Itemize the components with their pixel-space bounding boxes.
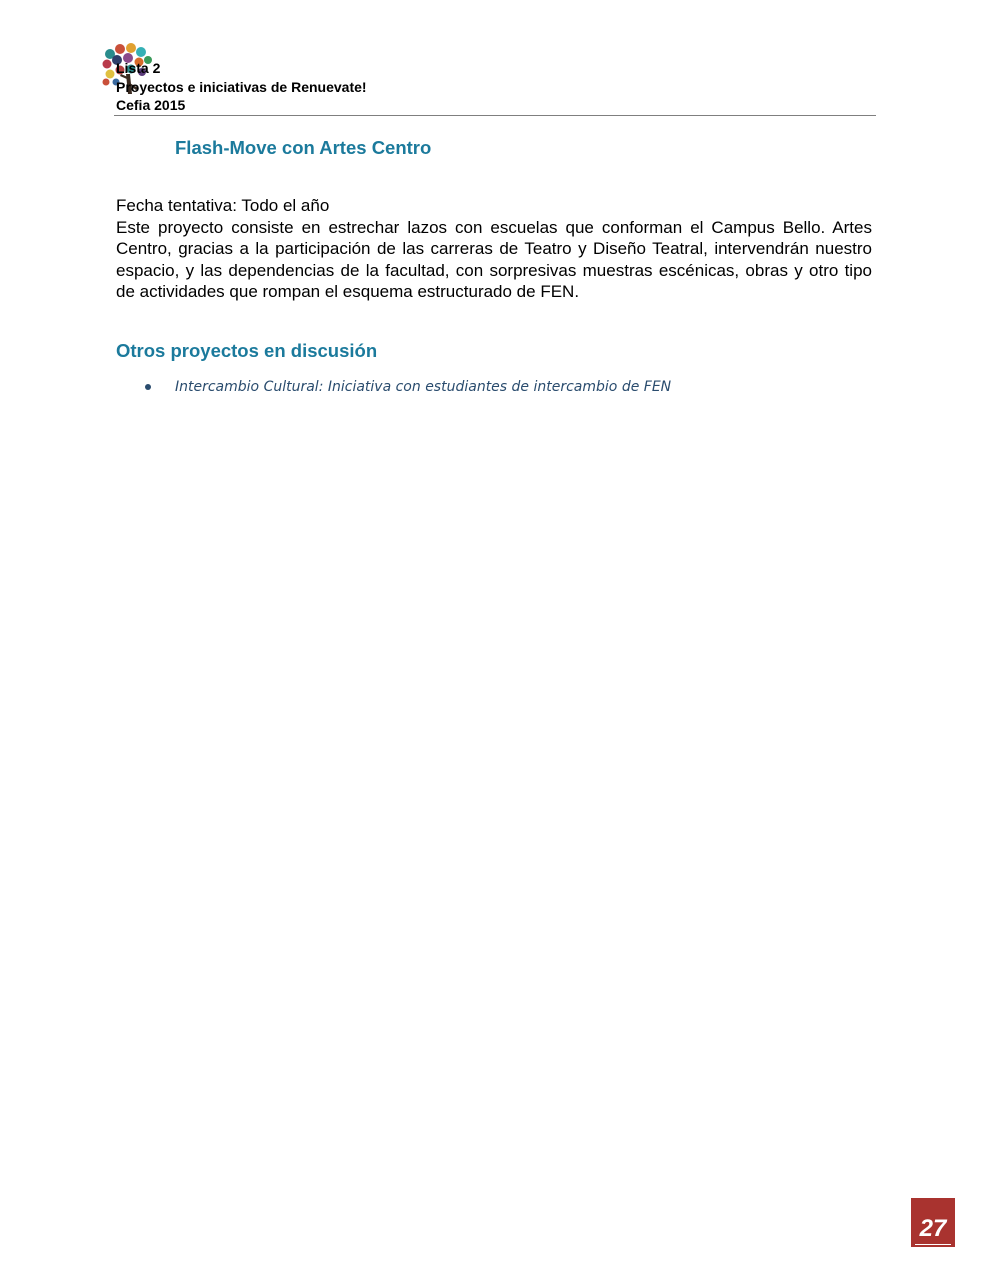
description-paragraph: Este proyecto consiste en estrechar lazos con escuelas que conforman el Campus Bello. Artes Centro, gracias a la participación de las carreras de Teatro y Diseño Teatral, intervendrán nuestro espacio, y las dependencias de la facultad, con sorpresivas muestras escénicas, obras y otro tipo de actividades que rompan el esquema estructurado de FEN. — [116, 217, 872, 301]
page-number: 27 — [919, 1215, 947, 1242]
header — [116, 59, 367, 115]
header-subtitle: Cefia 2015 — [116, 97, 186, 113]
page-number-underline — [915, 1244, 951, 1245]
header-document-title: Proyectos e iniciativas de Renuevate! — [116, 78, 367, 95]
section-title-flash-move: Flash-Move con Artes Centro — [175, 137, 432, 158]
bullet-list — [145, 377, 671, 397]
page-number-box — [911, 1198, 955, 1247]
section-title-other-projects: Otros proyectos en discusión — [116, 340, 378, 361]
bullet-icon — [145, 384, 151, 390]
header-divider — [114, 115, 876, 116]
list-item-text: Intercambio Cultural: Iniciativa con estudiantes de intercambio de FEN — [175, 379, 672, 395]
date-line: Fecha tentativa: Todo el año — [116, 196, 330, 215]
section-body — [116, 195, 872, 303]
header-list-name: Lista 2 — [116, 60, 161, 76]
list-item — [145, 377, 671, 397]
